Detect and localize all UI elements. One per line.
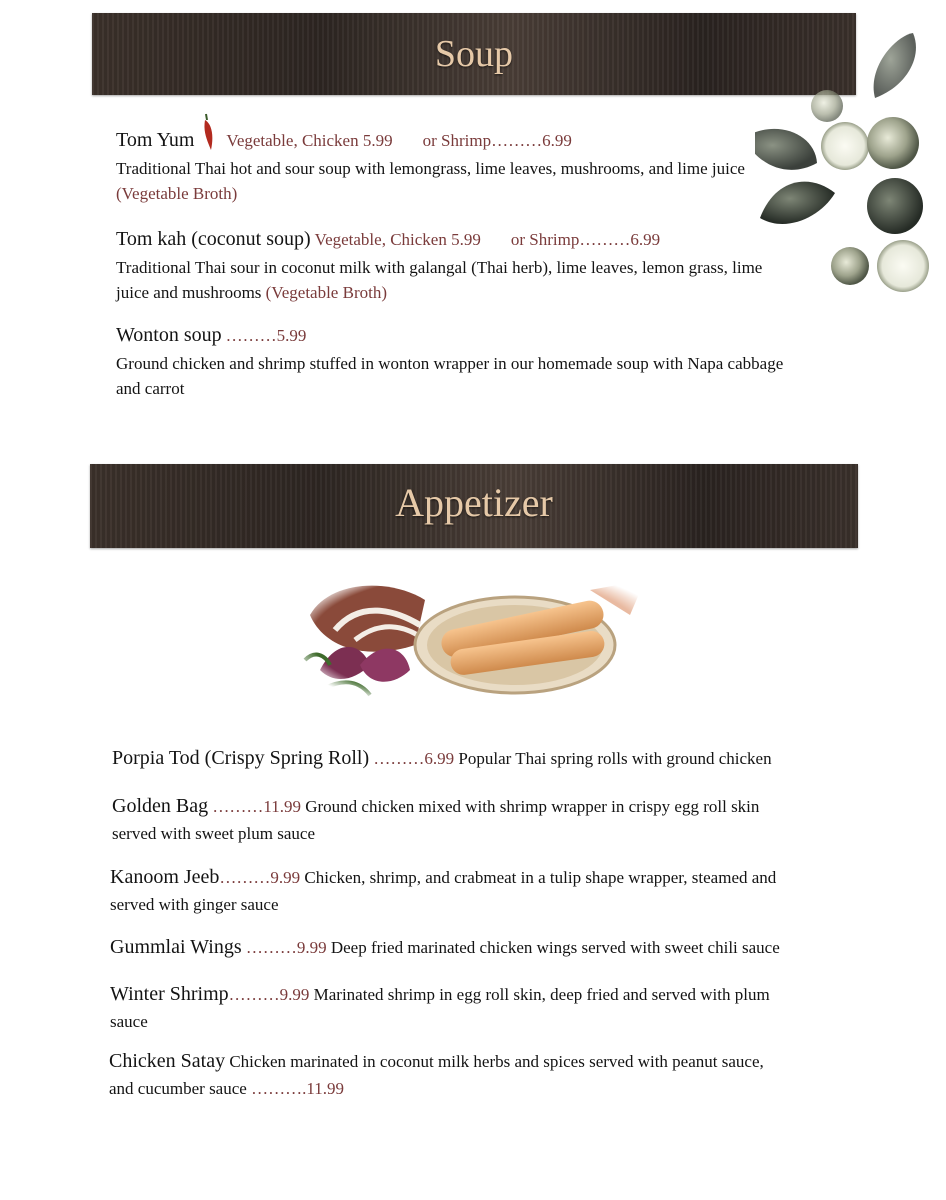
menu-item-chicken-satay <box>109 1048 859 1102</box>
menu-item-winter-shrimp <box>110 981 860 1035</box>
item-description: Popular Thai spring rolls with ground chicken <box>458 749 772 768</box>
item-name: Winter Shrimp <box>110 983 229 1005</box>
item-broth-note: (Vegetable Broth) <box>265 283 387 302</box>
item-description-cont: served with sweet plum sauce <box>112 824 315 843</box>
item-description: Chicken, shrimp, and crabmeat in a tulip shape wrapper, steamed and <box>304 868 777 887</box>
menu-item-tom-kah <box>116 225 836 305</box>
item-description: Chicken marinated in coconut milk herbs and spices served with peanut sauce, <box>229 1052 764 1071</box>
item-name: Porpia Tod (Crispy Spring Roll) <box>112 747 370 769</box>
appetizer-section-title: Appetizer <box>395 480 553 525</box>
item-description-cont: sauce <box>110 1012 148 1031</box>
chili-pepper-icon <box>200 126 216 152</box>
menu-item-tom-yum <box>116 126 836 206</box>
item-name: Wonton soup <box>116 324 222 346</box>
item-description-cont: and carrot <box>116 379 185 398</box>
menu-item-kanoom-jeeb <box>110 864 860 918</box>
item-price: ………5.99 <box>225 326 307 345</box>
soup-section-banner <box>92 13 856 95</box>
menu-item-gummlai-wings <box>110 934 860 961</box>
item-price: ………9.99 <box>228 985 310 1004</box>
item-description: Ground chicken mixed with shrimp wrapper in crispy egg roll skin <box>305 797 760 816</box>
item-description: Deep fried marinated chicken wings served with sweet chili sauce <box>330 938 780 957</box>
item-name: Gummlai Wings <box>110 936 242 958</box>
menu-item-wonton-soup <box>116 321 836 401</box>
item-description: Marinated shrimp in egg roll skin, deep fried and served with plum <box>313 985 770 1004</box>
item-description-cont: juice and mushrooms <box>116 283 262 302</box>
item-description: Traditional Thai sour in coconut milk with galangal (Thai herb), lime leaves, lemon grass, lime <box>116 258 763 277</box>
item-name: Golden Bag <box>112 795 209 817</box>
item-name: Tom Yum <box>116 129 195 151</box>
item-description-cont: and cucumber sauce <box>109 1079 247 1098</box>
menu-item-porpia-tod <box>112 745 862 772</box>
menu-item-golden-bag <box>112 793 862 847</box>
item-description: Traditional Thai hot and sour soup with lemongrass, lime leaves, mushrooms, and lime juice <box>116 159 745 178</box>
appetizer-section-banner <box>90 464 858 548</box>
item-price-shrimp: or Shrimp………6.99 <box>422 131 572 150</box>
item-name: Tom kah (coconut soup) <box>116 228 311 250</box>
item-description-cont: served with ginger sauce <box>110 895 279 914</box>
item-description: Ground chicken and shrimp stuffed in wonton wrapper in our homemade soup with Napa cabbage <box>116 354 784 373</box>
item-price: ………6.99 <box>373 749 455 768</box>
item-price: ………11.99 <box>212 797 301 816</box>
item-price: Vegetable, Chicken 5.99 <box>314 230 481 249</box>
item-price: ………9.99 <box>219 868 301 887</box>
soup-section-title: Soup <box>434 33 514 75</box>
item-price: ……….11.99 <box>251 1079 344 1098</box>
item-price: Vegetable, Chicken 5.99 <box>226 131 393 150</box>
item-broth-note: (Vegetable Broth) <box>116 184 238 203</box>
item-name: Chicken Satay <box>109 1050 226 1072</box>
item-name: Kanoom Jeeb <box>110 866 220 888</box>
item-price-shrimp: or Shrimp………6.99 <box>510 230 661 249</box>
item-price: ………9.99 <box>245 938 327 957</box>
spring-roll-plate-image <box>300 570 655 705</box>
